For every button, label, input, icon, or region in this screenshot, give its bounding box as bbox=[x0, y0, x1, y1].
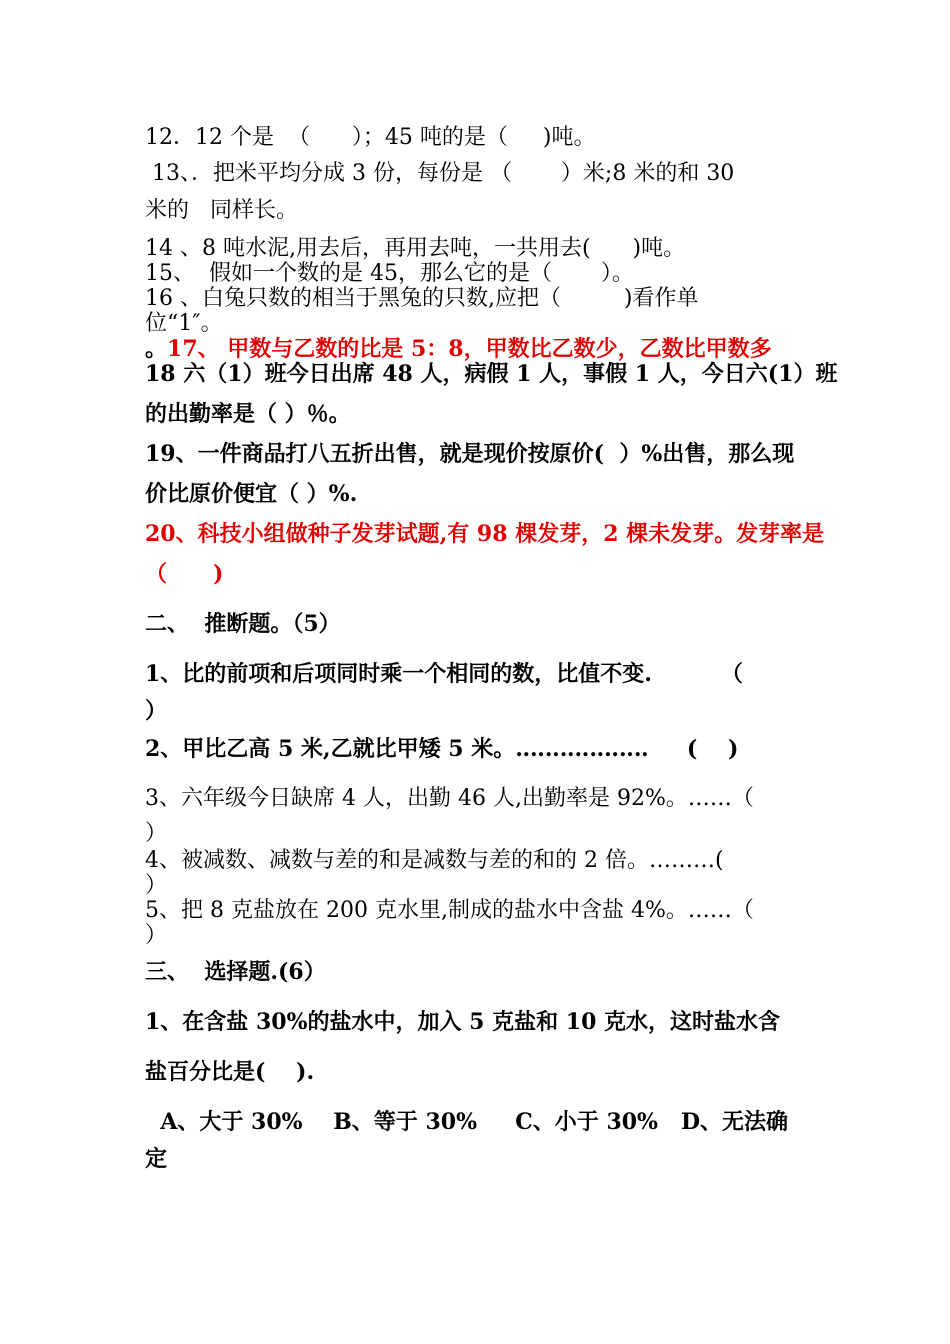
question-18-line-2: 的出勤率是（ ）％。 bbox=[145, 401, 351, 427]
choice-1-line-1: 1、在含盐 30%的盐水中，加入 5 克盐和 10 克水，这时盐水含 bbox=[145, 1009, 781, 1035]
choice-1-line-2: 盐百分比是( ). bbox=[145, 1059, 315, 1085]
judge-5-line-2: ） bbox=[145, 923, 168, 948]
judge-5-line-1: 5、把 8 克盐放在 200 克水里,制成的盐水中含盐 4%。……（ bbox=[145, 898, 754, 923]
choice-1-options-wrap: 定 bbox=[145, 1146, 168, 1172]
question-19-line-2: 价比原价便宜（ ）%. bbox=[145, 481, 358, 507]
judge-3-line-1: 3、六年级今日缺席 4 人，出勤 46 人,出勤率是 92%。……（ bbox=[145, 786, 754, 811]
section-3-heading: 三、 选择题.(6） bbox=[145, 959, 326, 985]
question-13-line-2: 米的 同样长。 bbox=[145, 198, 298, 223]
judge-4-line-2: ） bbox=[145, 873, 168, 898]
question-17 bbox=[145, 335, 772, 363]
judge-1-line-2: ） bbox=[145, 698, 168, 724]
judge-2: 2、甲比乙高 5 米,乙就比甲矮 5 米。‥‥‥‥‥‥‥‥‥ ( ) bbox=[145, 736, 739, 762]
choice-1-options: A、大于 30% B、等于 30% C、小于 30% D、无法确 bbox=[145, 1109, 789, 1135]
judge-1-line-1: 1、比的前项和后项同时乘一个相同的数，比值不变. （ bbox=[145, 661, 743, 687]
question-20-line-2: （ ) bbox=[145, 561, 224, 587]
judge-4-line-1: 4、被减数、减数与差的和是减数与差的和的 2 倍。………( bbox=[145, 848, 724, 873]
question-13-line-1: 13、．把米平均分成 3 份，每份是 （ ）米;8 米的和 30 bbox=[145, 161, 735, 186]
question-16-line-2: 位“1″。 bbox=[145, 311, 223, 336]
question-20-line-1: 20、科技小组做种子发芽试题,有 98 棵发芽，2 棵未发芽。发芽率是 bbox=[145, 521, 825, 547]
question-19-line-1: 19、一件商品打八五折出售，就是现价按原价( ）%出售，那么现 bbox=[145, 441, 795, 467]
question-15: 15、 假如一个数的是 45，那么它的是（ ）。 bbox=[145, 261, 634, 286]
question-17-text: 17、 甲数与乙数的比是 5：8，甲数比乙数少，乙数比甲数多 bbox=[167, 336, 772, 362]
question-12: 12．12 个是 （ ）；45 吨的是（ )吨。 bbox=[145, 125, 596, 150]
judge-3-line-2: ） bbox=[145, 821, 168, 846]
section-2-heading: 二、 推断题。（5） bbox=[145, 611, 341, 637]
question-14: 14 、8 吨水泥,用去后，再用去吨，一共用去( )吨。 bbox=[145, 236, 686, 261]
question-16-line-1: 16 、白兔只数的相当于黑兔的只数,应把（ )看作单 bbox=[145, 286, 699, 311]
question-18-line-1: 18 六（1）班今日出席 48 人，病假 1 人，事假 1 人，今日六(1）班 bbox=[145, 361, 838, 387]
question-17-prefix: 。 bbox=[145, 336, 168, 362]
